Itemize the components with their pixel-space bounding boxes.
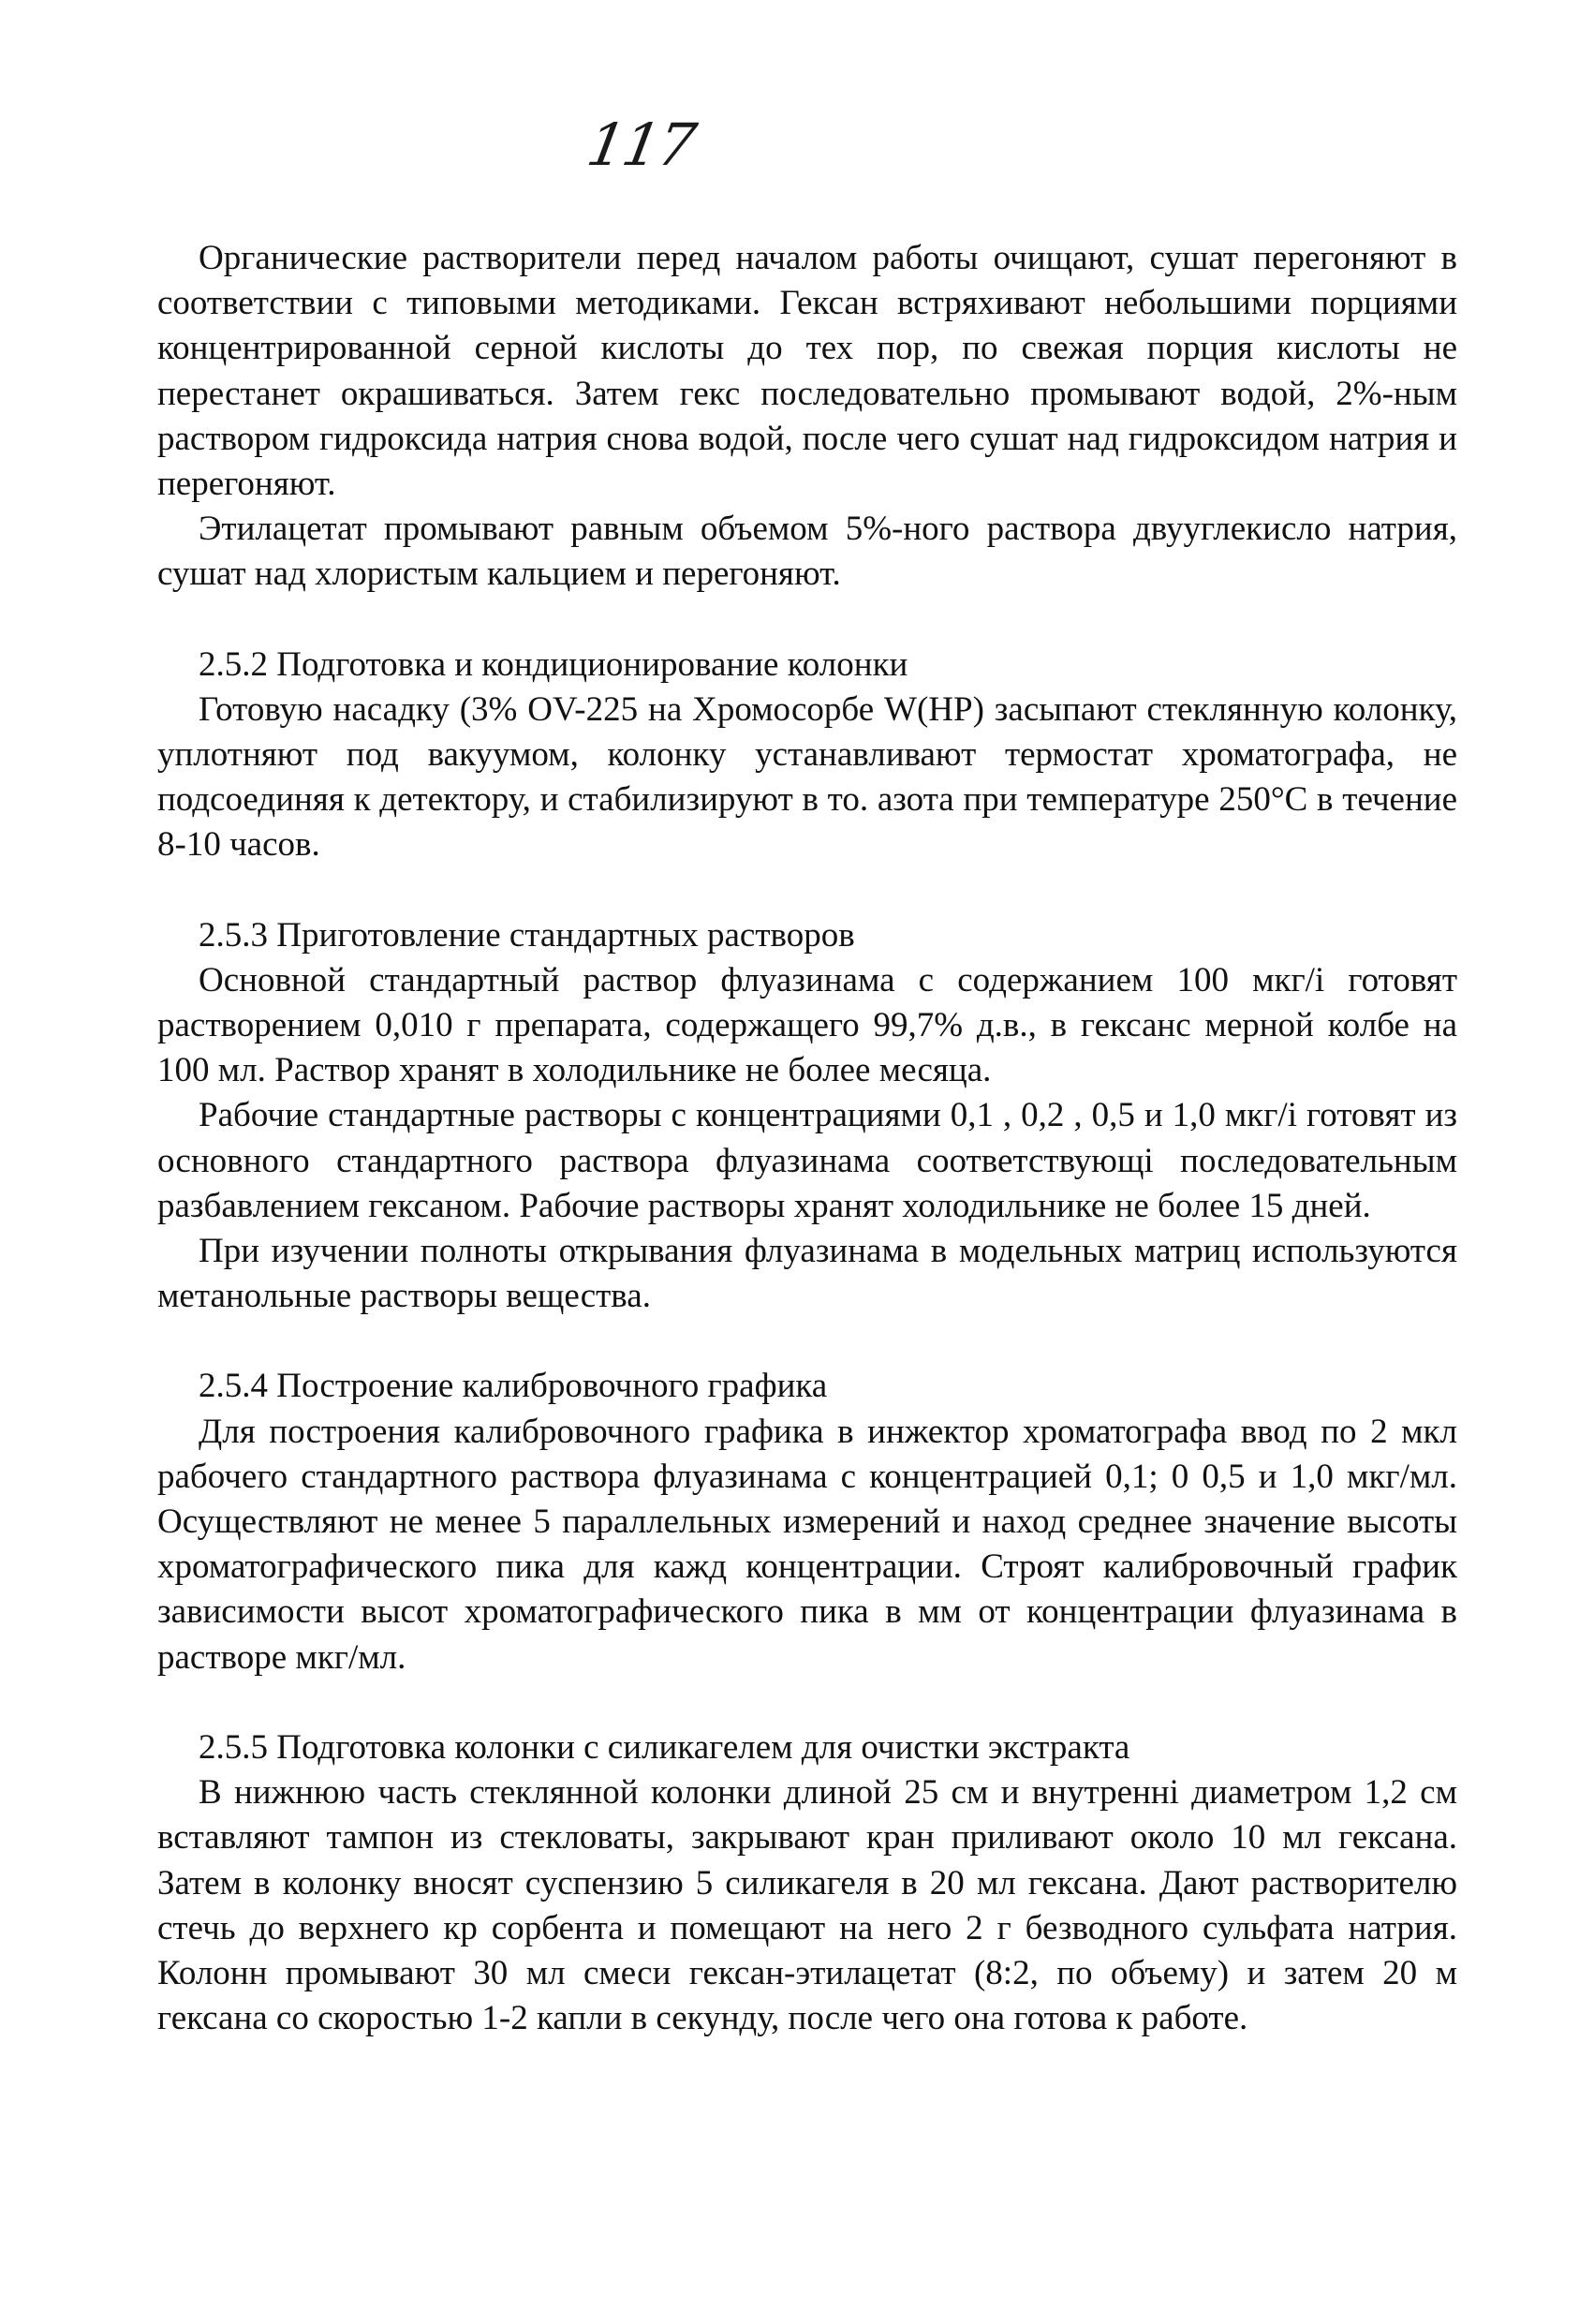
page-number: 117 (582, 111, 700, 179)
paragraph-silica-column: В нижнюю часть стеклянной колонки длиной 25 см и внутренні диаметром 1,2 см вставляют тампон из стекловаты, закрывают кран приливают около 10 мл гексана. Затем в колонку вносят суспензию 5 силикагеля в 20 мл гексана. Дают растворителю стечь до верхнего кр сорбента и помещают на него 2 г безводного сульфата натрия. Колонн промывают 30 мл смеси гексан-этилацетат (8:2, по объему) и затем 20 м гексана со скоростью 1-2 капли в секунду, после чего она готова к работе. (157, 1773, 1457, 2038)
document-body (157, 236, 1457, 2041)
paragraph-column-packing: Готовую насадку (3% OV-225 на Хромосорбе W(HP) засыпают стеклянную колонку, уплотняют под вакуумом, колонку устанавливают термостат хроматографа, не подсоединяя к детектору, и стабилизируют в то. азота при температуре 250°С в течение 8-10 часов. (157, 689, 1457, 865)
section-heading-2-5-3: 2.5.3 Приготовление стандартных растворов (199, 915, 855, 955)
paragraph-calibration: Для построения калибровочного графика в инжектор хроматографа ввод по 2 мкл рабочего стандартного раствора флуазинама с концентрацией 0,1; 0 0,5 и 1,0 мкг/мл. Осуществляют не менее 5 параллельных измерений и наход среднее значение высоты хроматографического пика для кажд концентрации. Строят калибровочный график зависимости высот хроматографического пика в мм от концентрации флуазинама в растворе мкг/мл. (157, 1412, 1457, 1677)
section-heading-2-5-2: 2.5.2 Подготовка и кондиционирование колонки (199, 644, 908, 684)
section-heading-2-5-4: 2.5.4 Построение калибровочного графика (199, 1367, 828, 1406)
paragraph-solvents: Органические растворители перед началом работы очищают, сушат перегоняют в соответствии с типовыми методиками. Гексан встряхивают небольшими порциями концентрированной серной кислоты до тех пор, по свежая порция кислоты не перестанет окрашиваться. Затем гекс последовательно промывают водой, 2%-ным раствором гидроксида натрия снова водой, после чего сушат над гидроксидом натрия и перегоняют. (157, 239, 1457, 504)
paragraph-ethyl-acetate: Этилацетат промывают равным объемом 5%-ного раствора двууглекисло натрия, сушат над хлористым кальцием и перегоняют. (157, 510, 1457, 594)
paragraph-methanol-solutions: При изучении полноты открывания флуазинама в модельных матриц используются метанольные растворы вещества. (157, 1232, 1457, 1316)
section-heading-2-5-5: 2.5.5 Подготовка колонки с силикагелем для очистки экстракта (199, 1727, 1130, 1767)
paragraph-working-solutions: Рабочие стандартные растворы с концентрациями 0,1 , 0,2 , 0,5 и 1,0 мкг/і готовят из основного стандартного раствора флуазинама соответствующі последовательным разбавлением гексаном. Рабочие растворы хранят холодильнике не более 15 дней. (157, 1096, 1457, 1225)
paragraph-stock-solution: Основной стандартный раствор флуазинама с содержанием 100 мкг/і готовят растворением 0,010 г препарата, содержащего 99,7% д.в., в гексанс мерной колбе на 100 мл. Раствор хранят в холодильнике не более месяца. (157, 960, 1457, 1090)
